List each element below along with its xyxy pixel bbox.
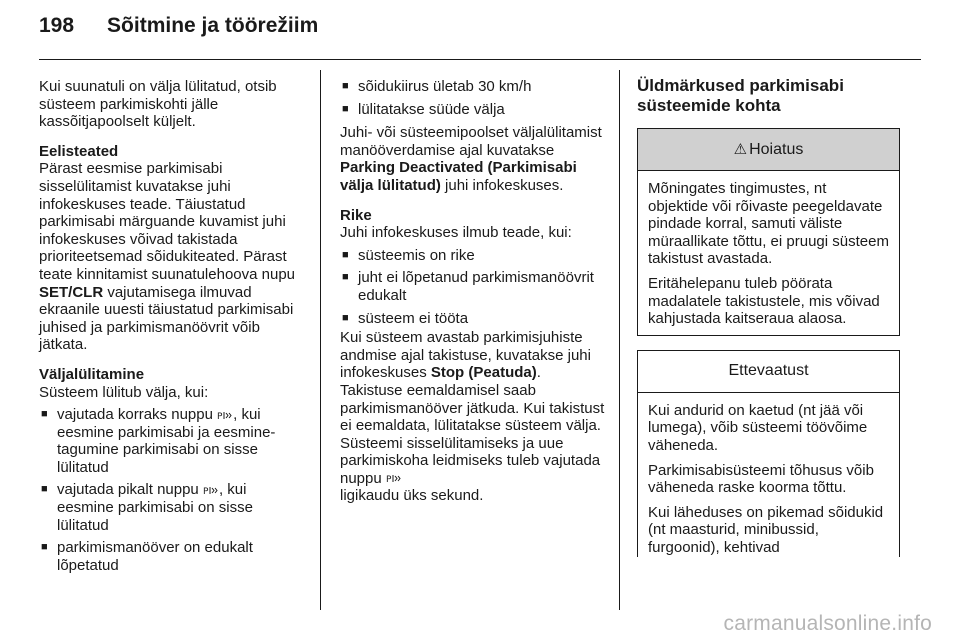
bullet-icon: ■ — [41, 408, 48, 421]
list-item — [39, 406, 307, 476]
text: , kui eesmine parkimisabi ja eesmine-tagumine parkimisabi on sisse lülitatud — [57, 406, 276, 476]
caution-paragraph: Kui läheduses on pikemad sõidukid (nt maasturid, minibussid, furgoonid), kehtivad — [648, 503, 884, 556]
parking-assist-icon — [386, 473, 402, 484]
list-item — [340, 269, 606, 304]
deactivated-paragraph — [340, 124, 606, 194]
watermark: carmanualsonline.info — [723, 612, 932, 635]
list-item — [39, 539, 307, 574]
column-divider — [320, 70, 321, 610]
list-item — [39, 481, 307, 534]
valjalulitamine-list — [39, 406, 307, 574]
caution-header — [638, 351, 899, 393]
caution-paragraph: Parkimisabisüsteemi tõhusus võib väheneda raske koorma tõttu. — [648, 461, 874, 497]
caution-title: Ettevaatust — [728, 362, 809, 380]
header-rule — [39, 59, 921, 60]
parking-assist-icon — [217, 410, 233, 421]
column-divider — [619, 70, 620, 610]
list-item — [340, 101, 606, 119]
section-heading: Üldmärkused parkimisabi süsteemide kohta — [637, 76, 844, 115]
stop-paragraph — [340, 329, 606, 505]
svg-text:P: P — [217, 411, 223, 421]
page-number: 198 — [39, 14, 75, 37]
text: vajutada korraks nuppu — [57, 406, 218, 424]
text: ligikaudu üks sekund. — [340, 487, 484, 505]
text: lülitatakse süüde välja — [358, 100, 505, 118]
text: juht ei lõpetanud parkimismanöövrit edukalt — [358, 269, 594, 304]
text: . Takistuse eemaldamisel saab parkimismanööver jätkuda. Kui takistust ei eemaldata, lülitatakse süsteem välja. Süsteemi sisselülitamiseks ja uue parkimiskoha leidmiseks tuleb vajutada nuppu — [340, 364, 605, 487]
svg-text:P: P — [202, 487, 209, 496]
text: süsteem ei tööta — [358, 309, 469, 327]
bullet-icon: ■ — [342, 248, 349, 261]
eelisteated-heading: Eelisteated — [39, 142, 119, 160]
rike-heading: Rike — [340, 206, 372, 224]
text: Kui süsteem avastab parkimisjuhiste andmise ajal takistuse, kuvatakse juhi infokeskuses — [340, 329, 591, 382]
bullet-icon: ■ — [342, 311, 349, 324]
caution-box — [637, 350, 900, 557]
valjalulitamine-intro: Süsteem lülitub välja, kui: — [39, 383, 209, 401]
parking-assist-icon — [203, 485, 219, 496]
warning-title: Hoiatus — [749, 140, 804, 158]
bullet-icon: ■ — [342, 102, 349, 115]
text: süsteemis on rike — [358, 246, 475, 264]
text: Juhi- või süsteemipoolset väljalülitamist manööverdamise ajal kuvatakse — [340, 124, 602, 159]
text: vajutamisega ilmuvad ekraanile uuesti täiustatud parkimisabi juhised ja parkimismanöövrit võib jätkata. — [39, 283, 294, 354]
page-title: Sõitmine ja töörežiim — [107, 14, 319, 37]
rike-list — [340, 247, 606, 327]
list-item — [340, 78, 606, 96]
bullet-icon: ■ — [41, 483, 48, 496]
set-clr-label: SET/CLR — [39, 283, 104, 301]
warning-paragraph: Mõningates tingimustes, nt objektide või rõivaste peegeldavate pindade korral, samuti väliste müraallikate tõttu, ei pruugi süsteem takistust avastada. — [648, 180, 889, 268]
text: sõidukiirus ületab 30 km/h — [358, 78, 532, 95]
stop-label: Stop (Peatuda) — [430, 364, 537, 382]
bullet-icon: ■ — [41, 541, 48, 554]
text: vajutada pikalt nuppu — [57, 481, 203, 499]
text: juhi infokeskuses. — [440, 176, 564, 194]
page-header — [39, 14, 318, 48]
warning-box — [637, 128, 900, 336]
list-item — [340, 310, 606, 328]
intro-paragraph: Kui suunatuli on välja lülitatud, otsib süsteem parkimiskohti jälle kassõitjapoolselt küljelt. — [39, 78, 277, 131]
svg-text:P: P — [385, 475, 392, 485]
column-3 — [637, 76, 900, 564]
rike-intro: Juhi infokeskuses ilmub teade, kui: — [340, 224, 572, 242]
warning-body — [638, 171, 899, 328]
column-2 — [340, 78, 606, 517]
warning-header — [638, 129, 899, 171]
eelisteated-paragraph — [39, 160, 307, 354]
text: parkimismanööver on edukalt lõpetatud — [57, 539, 253, 574]
list-item — [340, 247, 606, 265]
text: , kui eesmine parkimisabi on sisse lülitatud — [57, 481, 253, 534]
bullet-icon: ■ — [342, 80, 349, 92]
caution-paragraph: Kui andurid on kaetud (nt jää või lumega), võib süsteemi töövõime väheneda. — [648, 401, 868, 454]
column-1 — [39, 78, 307, 580]
text: Pärast eesmise parkimisabi sisselülitamist kuvatakse juhi infokeskuses teade. Täiustatud parkimisabi märguande kuvamist juhi infokeskuses võivad takistada prioriteetsemad sõidukiteated. Pärast teate kinnitamist suunatulehoova nupu — [39, 160, 296, 283]
valjalulitamine-heading: Väljalülitamine — [39, 365, 145, 383]
warning-icon: ⚠ — [733, 140, 748, 158]
parking-deactivated-label: Parking Deactivated (Parkimisabi välja lülitatud) — [340, 159, 577, 194]
warning-paragraph: Eritähelepanu tuleb pöörata madalatele takistustele, mis võivad kahjustada kaitseraua alaosa. — [648, 274, 880, 328]
caution-body — [638, 393, 899, 557]
bullet-icon: ■ — [342, 271, 349, 284]
valjalulitamine-list-cont — [340, 78, 606, 118]
